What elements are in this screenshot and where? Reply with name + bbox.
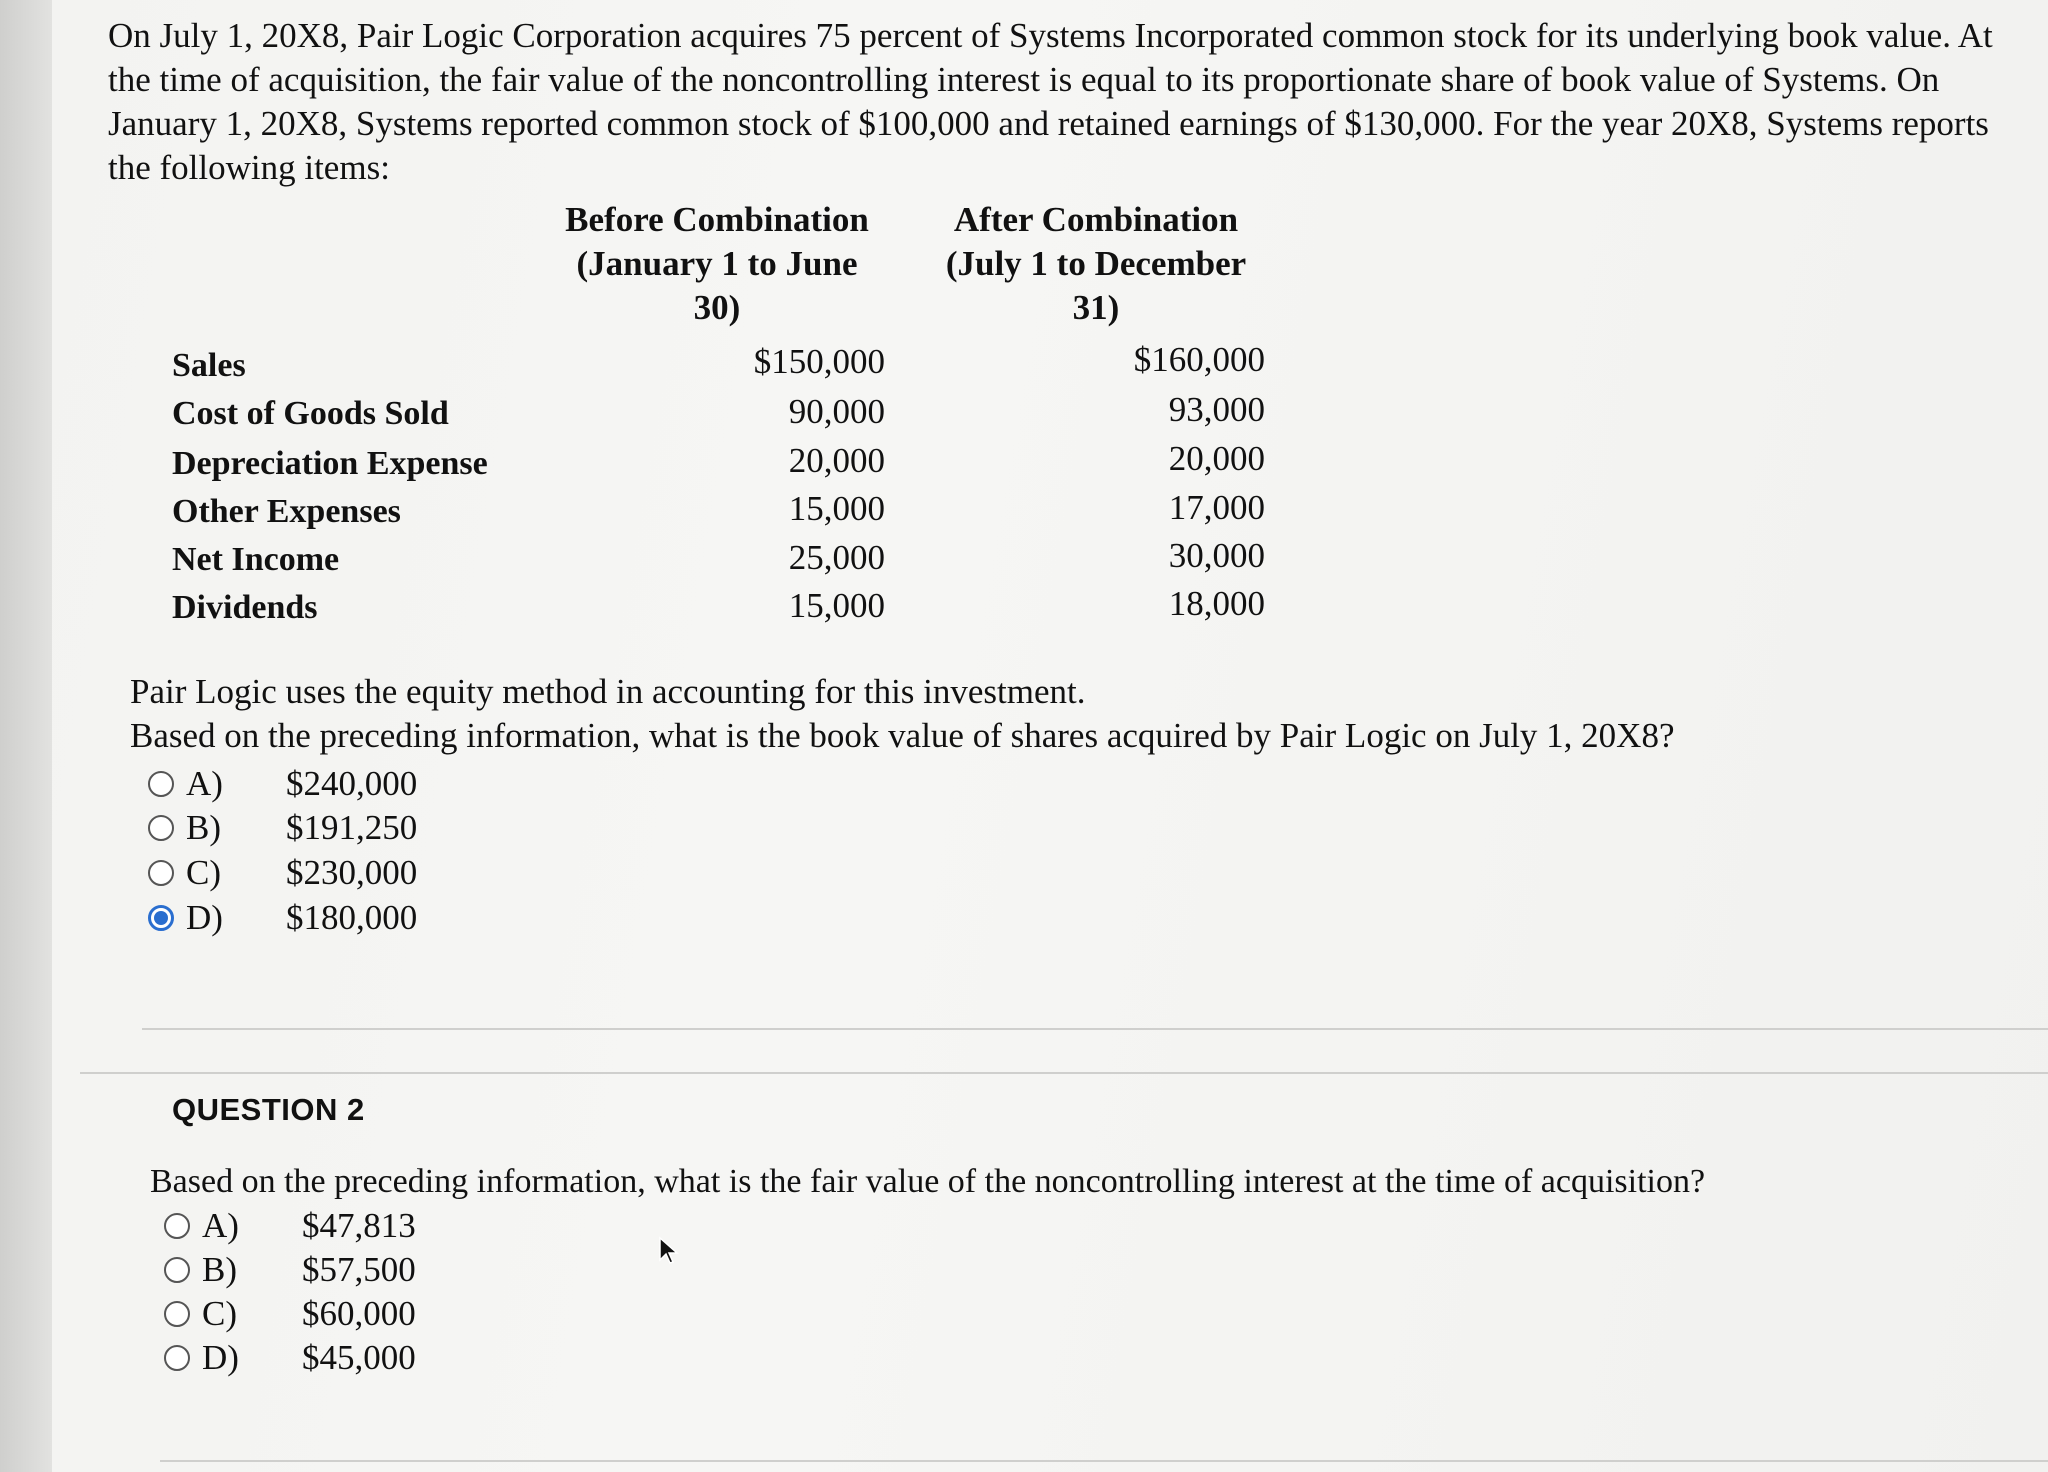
cell-other-expenses-before: 15,000 (788, 489, 885, 528)
divider (80, 1072, 2048, 1074)
radio-icon[interactable] (164, 1301, 190, 1327)
question2-prompt: Based on the preceding information, what is the fair value of the noncontrolling interest at the time of acquisition? (150, 1163, 1706, 1200)
mouse-pointer-icon (658, 1236, 682, 1266)
option-letter: A) (202, 1206, 239, 1245)
q1-option-a[interactable] (148, 762, 417, 806)
q1-option-b[interactable] (148, 806, 417, 850)
row-label-net-income: Net Income (172, 541, 340, 578)
radio-icon[interactable] (164, 1345, 190, 1371)
radio-icon[interactable] (164, 1213, 190, 1239)
question1-text (130, 670, 1674, 758)
cell-depreciation-after: 20,000 (1168, 439, 1265, 478)
option-letter: C) (202, 1294, 237, 1333)
q1-option-c[interactable] (148, 851, 417, 895)
divider (142, 1028, 2048, 1030)
radio-icon[interactable] (148, 815, 174, 841)
q1-option-d[interactable] (148, 896, 417, 940)
divider (160, 1460, 2048, 1462)
radio-icon[interactable] (148, 860, 174, 886)
option-letter: A) (186, 764, 223, 803)
option-letter: B) (186, 808, 221, 847)
option-value: $230,000 (286, 853, 418, 892)
cell-sales-after: $160,000 (1133, 340, 1265, 379)
option-letter: D) (202, 1338, 239, 1377)
cell-cogs-before: 90,000 (788, 392, 885, 431)
option-letter: B) (202, 1250, 237, 1289)
cell-depreciation-before: 20,000 (788, 441, 885, 480)
q2-option-b[interactable] (164, 1248, 416, 1292)
question1-prompt: Based on the preceding information, what is the book value of shares acquired by Pair Logic on July 1, 20X8? (130, 716, 1675, 755)
question1-intro: On July 1, 20X8, Pair Logic Corporation acquires 75 percent of Systems Incorporated common stock for its underlying book value. At the time of acquisition, the fair value of the noncontrolling interest is equal to its proportionate share of book value of Systems. On January 1, 20X8, Systems reported common stock of $100,000 and retained earnings of $130,000. For the year 20X8, Systems reports the following items: (108, 16, 1993, 187)
option-value: $180,000 (286, 898, 418, 937)
row-label-other-expenses: Other Expenses (172, 493, 401, 530)
radio-selected-icon[interactable] (148, 905, 174, 931)
option-value: $60,000 (302, 1294, 416, 1333)
cell-cogs-after: 93,000 (1168, 390, 1265, 429)
cell-net-income-after: 30,000 (1168, 536, 1265, 575)
cell-net-income-before: 25,000 (788, 538, 885, 577)
radio-icon[interactable] (148, 771, 174, 797)
cell-sales-before: $150,000 (753, 342, 885, 381)
q2-option-a[interactable] (164, 1204, 416, 1248)
method-text: Pair Logic uses the equity method in accounting for this investment. (130, 672, 1086, 711)
row-label-sales: Sales (172, 347, 246, 384)
option-value: $45,000 (302, 1338, 416, 1377)
option-value: $191,250 (286, 808, 418, 847)
q2-option-d[interactable] (164, 1336, 416, 1380)
cell-other-expenses-after: 17,000 (1168, 488, 1265, 527)
row-label-depreciation: Depreciation Expense (172, 445, 488, 482)
screen-edge (0, 0, 52, 1472)
option-value: $57,500 (302, 1250, 416, 1289)
option-value: $240,000 (286, 764, 418, 803)
row-label-dividends: Dividends (172, 589, 318, 626)
option-letter: D) (186, 898, 223, 937)
option-letter: C) (186, 853, 221, 892)
column-header-after: After Combination (July 1 to December 31) (945, 200, 1247, 327)
radio-icon[interactable] (164, 1257, 190, 1283)
cell-dividends-before: 15,000 (788, 586, 885, 625)
column-header-before: Before Combination (January 1 to June 30) (565, 200, 869, 327)
q2-option-c[interactable] (164, 1292, 416, 1336)
question2-heading: QUESTION 2 (172, 1092, 365, 1127)
option-value: $47,813 (302, 1206, 416, 1245)
row-label-cogs: Cost of Goods Sold (172, 395, 449, 432)
cell-dividends-after: 18,000 (1168, 584, 1265, 623)
